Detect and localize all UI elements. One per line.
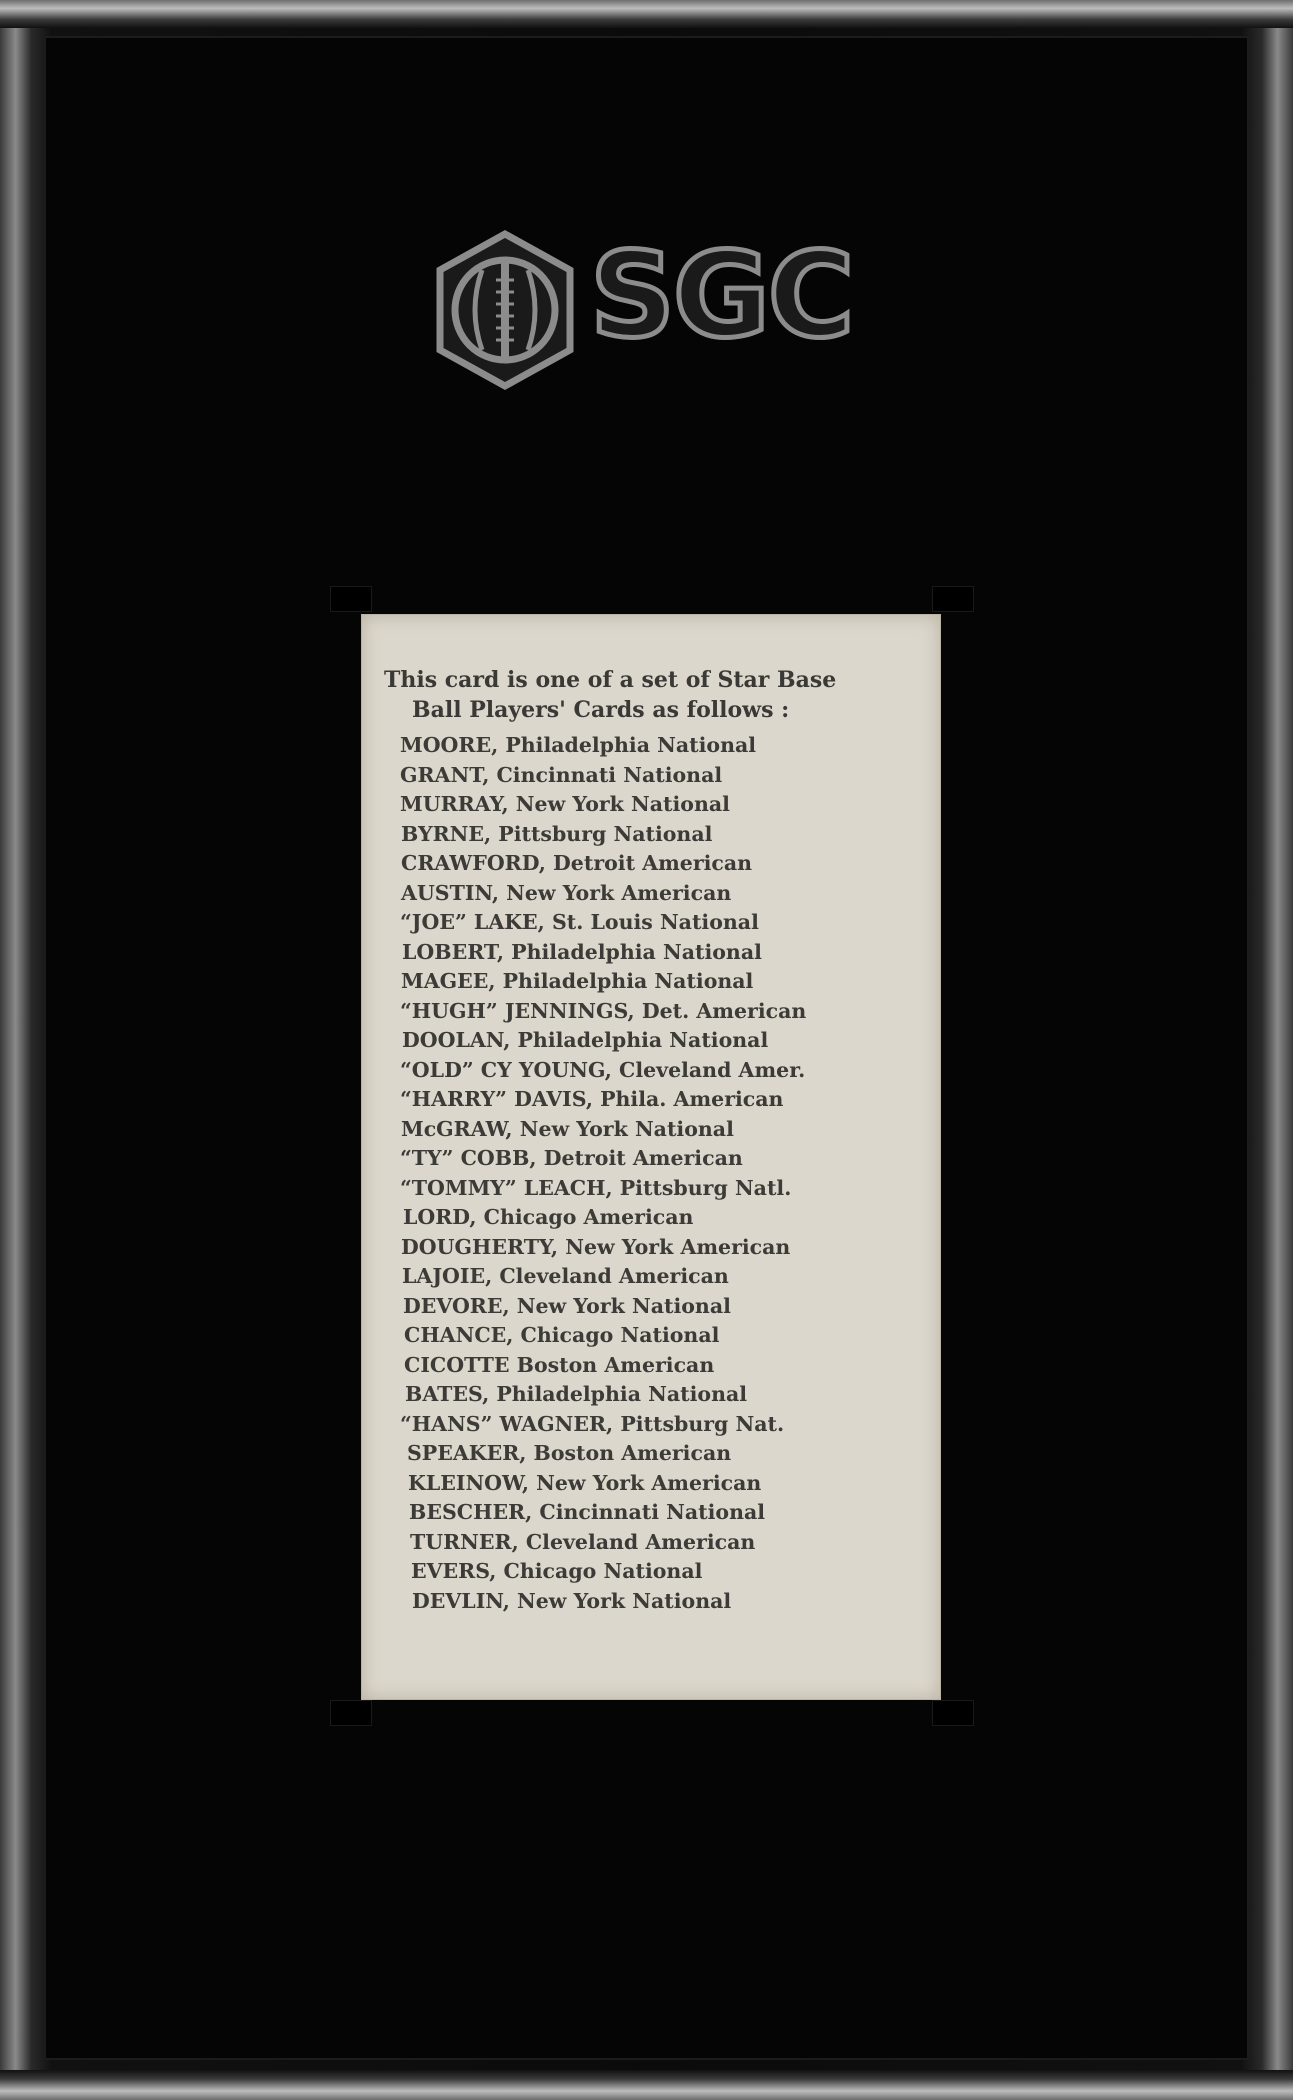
player-list-item: LOBERT, Philadelphia National (402, 939, 762, 964)
player-list-item: “HANS” WAGNER, Pittsburg Nat. (400, 1411, 785, 1436)
card-header-line-2: Ball Players' Cards as follows : (412, 697, 790, 723)
sgc-logo-text: SGC (590, 226, 853, 364)
player-list-item: LORD, Chicago American (403, 1205, 694, 1229)
holder-tab-top-right (932, 586, 974, 612)
player-list-item: SPEAKER, Boston American (407, 1441, 732, 1465)
slab-bottom-edge (0, 2070, 1293, 2100)
player-list-item: BATES, Philadelphia National (405, 1382, 748, 1406)
player-list-item: GRANT, Cincinnati National (400, 762, 723, 787)
sgc-logo (430, 226, 885, 390)
player-list-item: MAGEE, Philadelphia National (401, 969, 754, 993)
player-list-item: TURNER, Cleveland American (410, 1529, 756, 1554)
player-checklist (400, 731, 806, 1616)
player-list-item: MOORE, Philadelphia National (400, 733, 757, 757)
card-header-line-1: This card is one of a set of Star Base (384, 667, 837, 693)
player-list-item: DEVLIN, New York National (412, 1588, 732, 1613)
player-list-item: BYRNE, Pittsburg National (401, 821, 713, 846)
holder-tab-top-left (330, 586, 372, 612)
player-list-item: “JOE” LAKE, St. Louis National (400, 910, 759, 934)
player-list-item: DEVORE, New York National (403, 1293, 731, 1318)
player-list-item: “TOMMY” LEACH, Pittsburg Natl. (400, 1175, 792, 1200)
card-header (384, 665, 924, 725)
holder-tab-bottom-left (330, 1700, 372, 1726)
baseball-badge-icon (430, 230, 580, 390)
slab-top-edge (0, 0, 1293, 28)
player-list-item: “OLD” CY YOUNG, Cleveland Amer. (400, 1057, 806, 1082)
player-list-item: KLEINOW, New York American (408, 1470, 762, 1495)
player-list-item: EVERS, Chicago National (411, 1559, 703, 1583)
player-list-item: DOOLAN, Philadelphia National (402, 1028, 769, 1052)
baseball-card-back (361, 614, 941, 1700)
player-list-item: AUSTIN, New York American (401, 880, 732, 905)
player-list-item: “HUGH” JENNINGS, Det. American (400, 998, 807, 1023)
player-list-item: “TY” COBB, Detroit American (400, 1146, 743, 1170)
player-list-item: BESCHER, Cincinnati National (409, 1500, 766, 1524)
player-list-item: CICOTTE Boston American (404, 1352, 715, 1377)
player-list-item: MURRAY, New York National (400, 792, 730, 816)
player-list-item: “HARRY” DAVIS, Phila. American (400, 1087, 784, 1111)
player-list-item: CHANCE, Chicago National (404, 1323, 720, 1347)
player-list-item: McGRAW, New York National (401, 1116, 734, 1141)
player-list-item: LAJOIE, Cleveland American (402, 1264, 729, 1288)
holder-tab-bottom-right (932, 1700, 974, 1726)
player-list-item: DOUGHERTY, New York American (401, 1234, 791, 1259)
player-list-item: CRAWFORD, Detroit American (401, 851, 753, 875)
